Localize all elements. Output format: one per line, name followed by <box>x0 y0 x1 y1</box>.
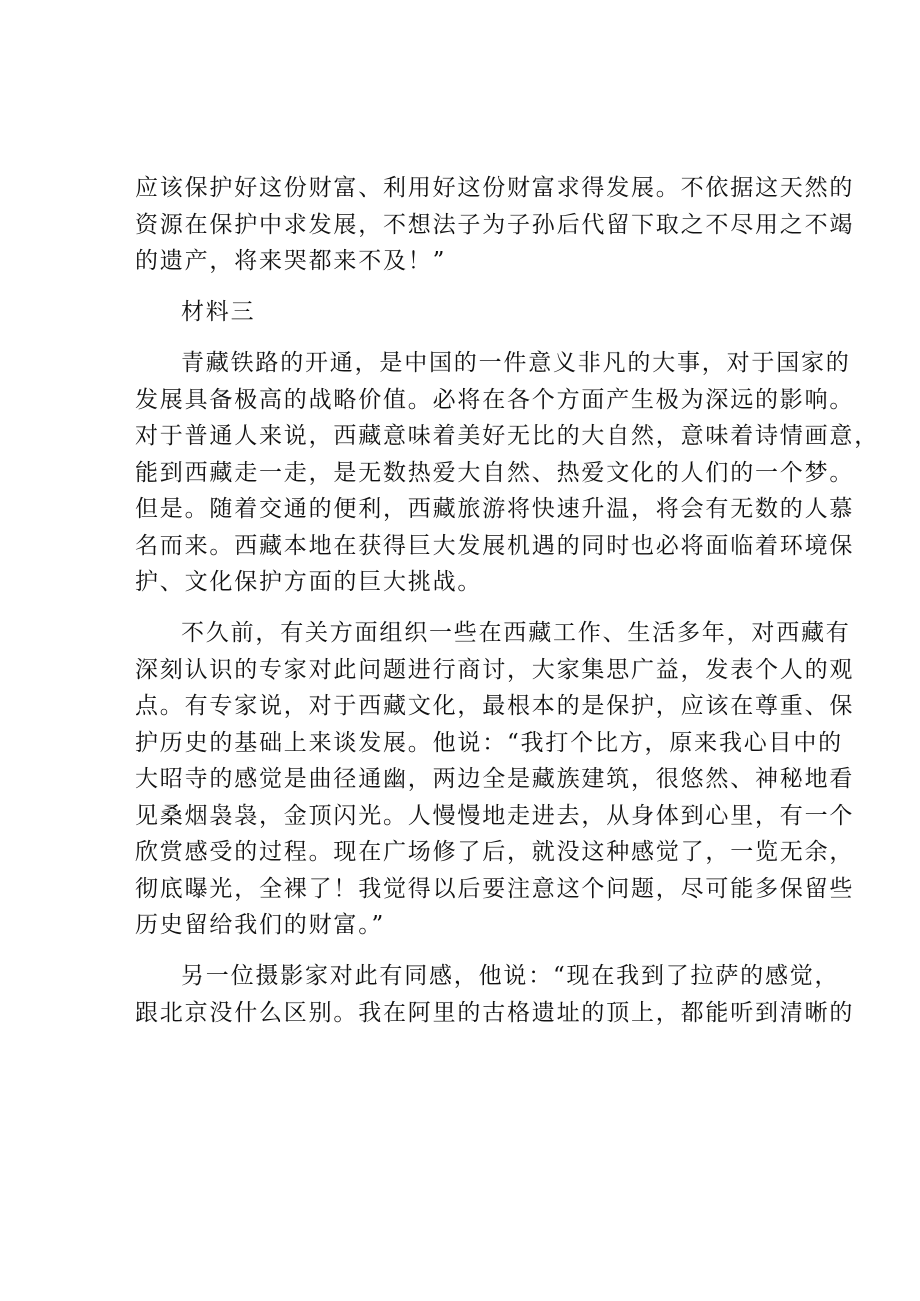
text-line: 名而来。西藏本地在获得巨大发展机遇的同时也必将面临着环境保 <box>135 532 855 559</box>
text-line: 跟北京没什么区别。我在阿里的古格遗址的顶上，都能听到清晰的 <box>135 999 855 1026</box>
section-heading: 材料三 <box>181 299 256 325</box>
text-line: 见桑烟袅袅，金顶闪光。人慢慢地走进去，从身体到心里，有一个 <box>135 802 855 829</box>
text-line: 彻底曝光，全裸了！我觉得以后要注意这个问题，尽可能多保留些 <box>135 875 855 902</box>
text-line: 能到西藏走一走，是无数热爱大自然、热爱文化的人们的一个梦。 <box>135 459 855 486</box>
text-line: 的遗产，将来哭都来不及！” <box>135 248 447 274</box>
text-line: 但是。随着交通的便利，西藏旅游将快速升温，将会有无数的人慕 <box>135 496 855 522</box>
text-line: 深刻认识的专家对此问题进行商讨，大家集思广益，发表个人的观 <box>135 656 855 683</box>
text-line: 对于普通人来说，西藏意味着美好无比的大自然，意味着诗情画意， <box>135 423 879 449</box>
text-line: 点。有专家说，对于西藏文化，最根本的是保护，应该在尊重、保 <box>135 693 855 719</box>
text-line: 应该保护好这份财富、利用好这份财富求得发展。不依据这天然的 <box>135 175 855 201</box>
text-line: 资源在保护中求发展，不想法子为子孙后代留下取之不尽用之不竭 <box>135 211 855 238</box>
text-line: 大昭寺的感觉是曲径通幽，两边全是藏族建筑，很悠然、神秘地看 <box>135 766 855 792</box>
text-line: 欣赏感受的过程。现在广场修了后，就没这种感觉了，一览无余， <box>135 839 855 865</box>
text-line: 护、文化保护方面的巨大挑战。 <box>135 569 483 595</box>
text-line: 不久前，有关方面组织一些在西藏工作、生活多年，对西藏有 <box>181 620 851 646</box>
text-line: 青藏铁路的开通，是中国的一件意义非凡的大事，对于国家的 <box>181 350 851 376</box>
text-line: 历史留给我们的财富。” <box>135 912 386 938</box>
document-body <box>135 170 879 1031</box>
text-line: 另一位摄影家对此有同感，他说：“现在我到了拉萨的感觉， <box>181 963 840 989</box>
text-line: 发展具备极高的战略价值。必将在各个方面产生极为深远的影响。 <box>135 386 855 413</box>
text-line: 护历史的基础上来谈发展。他说：“我打个比方，原来我心目中的 <box>135 729 843 756</box>
